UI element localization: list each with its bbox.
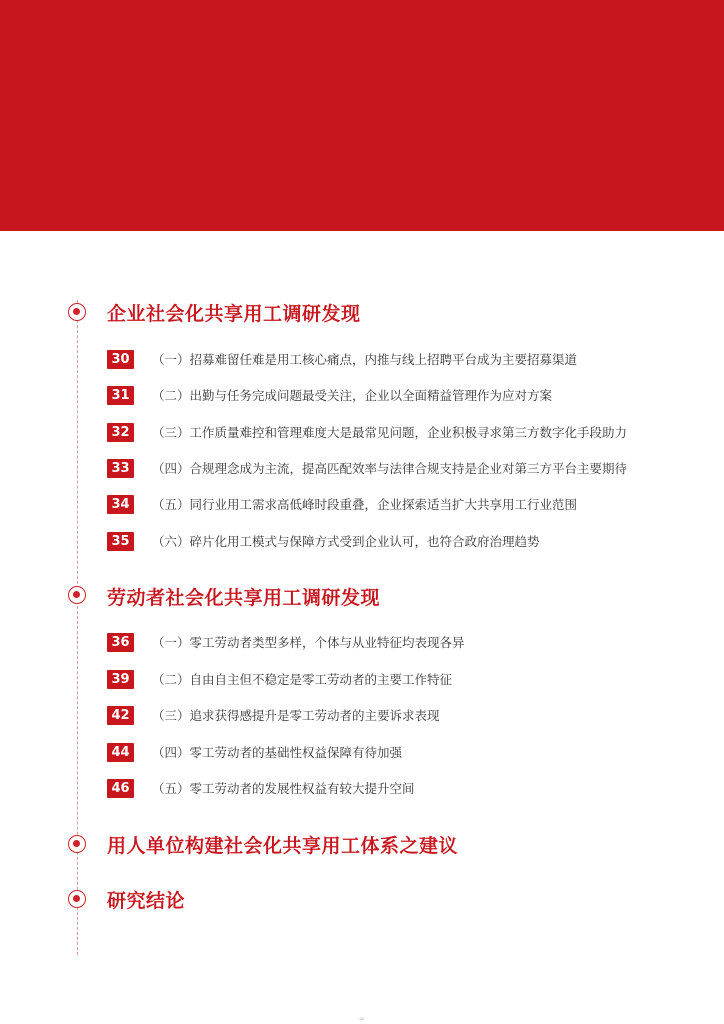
toc-item-label: （三）工作质量难控和管理难度大是最常见问题，企业积极寻求第三方数字化手段助力 [152, 425, 628, 440]
section-title: 企业社会化共享用工调研发现 [107, 303, 361, 325]
section-marker-icon [68, 586, 86, 604]
toc-item-label: （一）零工劳动者类型多样，个体与从业特征均表现各异 [152, 635, 465, 650]
page-number-badge: 39 [107, 670, 134, 689]
toc-item[interactable] [107, 348, 577, 370]
toc-item-label: （四）零工劳动者的基础性权益保障有待加强 [152, 745, 403, 760]
section-marker-icon [68, 835, 86, 853]
timeline-line [77, 300, 78, 955]
toc-item-label: （三）追求获得感提升是零工劳动者的主要诉求表现 [152, 708, 440, 723]
toc-item[interactable] [107, 741, 402, 763]
page-number-badge: 33 [107, 459, 134, 478]
toc-item-label: （五）零工劳动者的发展性权益有较大提升空间 [152, 781, 415, 796]
toc-item[interactable] [107, 421, 627, 443]
toc-item-label: （二）出勤与任务完成问题最受关注，企业以全面精益管理作为应对方案 [152, 388, 553, 403]
header-banner [0, 0, 724, 231]
page-number-badge: 46 [107, 779, 134, 798]
toc-item[interactable] [107, 668, 452, 690]
section-title: 劳动者社会化共享用工调研发现 [107, 587, 381, 609]
toc-item-label: （二）自由自主但不稳定是零工劳动者的主要工作特征 [152, 672, 453, 687]
toc-item-label: （四）合规理念成为主流，提高匹配效率与法律合规支持是企业对第三方平台主要期待 [152, 461, 628, 476]
toc-item[interactable] [107, 704, 440, 726]
toc-item-label: （一）招募难留任难是用工核心痛点，内推与线上招聘平台成为主要招募渠道 [152, 352, 578, 367]
section-marker-icon [68, 890, 86, 908]
toc-item-label: （五）同行业用工需求高低峰时段重叠，企业探索适当扩大共享用工行业范围 [152, 497, 578, 512]
page-number-badge: 30 [107, 350, 134, 369]
toc-item[interactable] [107, 530, 540, 552]
page-number-badge: 36 [107, 633, 134, 652]
page-number-badge: 32 [107, 423, 134, 442]
section-marker-icon [68, 303, 86, 321]
page-number-badge: 42 [107, 706, 134, 725]
toc-item[interactable] [107, 457, 627, 479]
page-number-badge: 44 [107, 743, 134, 762]
toc-item[interactable] [107, 631, 465, 653]
page-number-badge: 35 [107, 532, 134, 551]
toc-item-label: （六）碎片化用工模式与保障方式受到企业认可，也符合政府治理趋势 [152, 534, 540, 549]
toc-item[interactable] [107, 493, 577, 515]
toc-item[interactable] [107, 777, 415, 799]
page-number-badge: 34 [107, 495, 134, 514]
toc-item[interactable] [107, 384, 552, 406]
section-title: 用人单位构建社会化共享用工体系之建议 [107, 835, 459, 857]
page-number-badge: 31 [107, 386, 134, 405]
section-title: 研究结论 [107, 890, 186, 912]
page-mark: ∞ [359, 1015, 365, 1023]
